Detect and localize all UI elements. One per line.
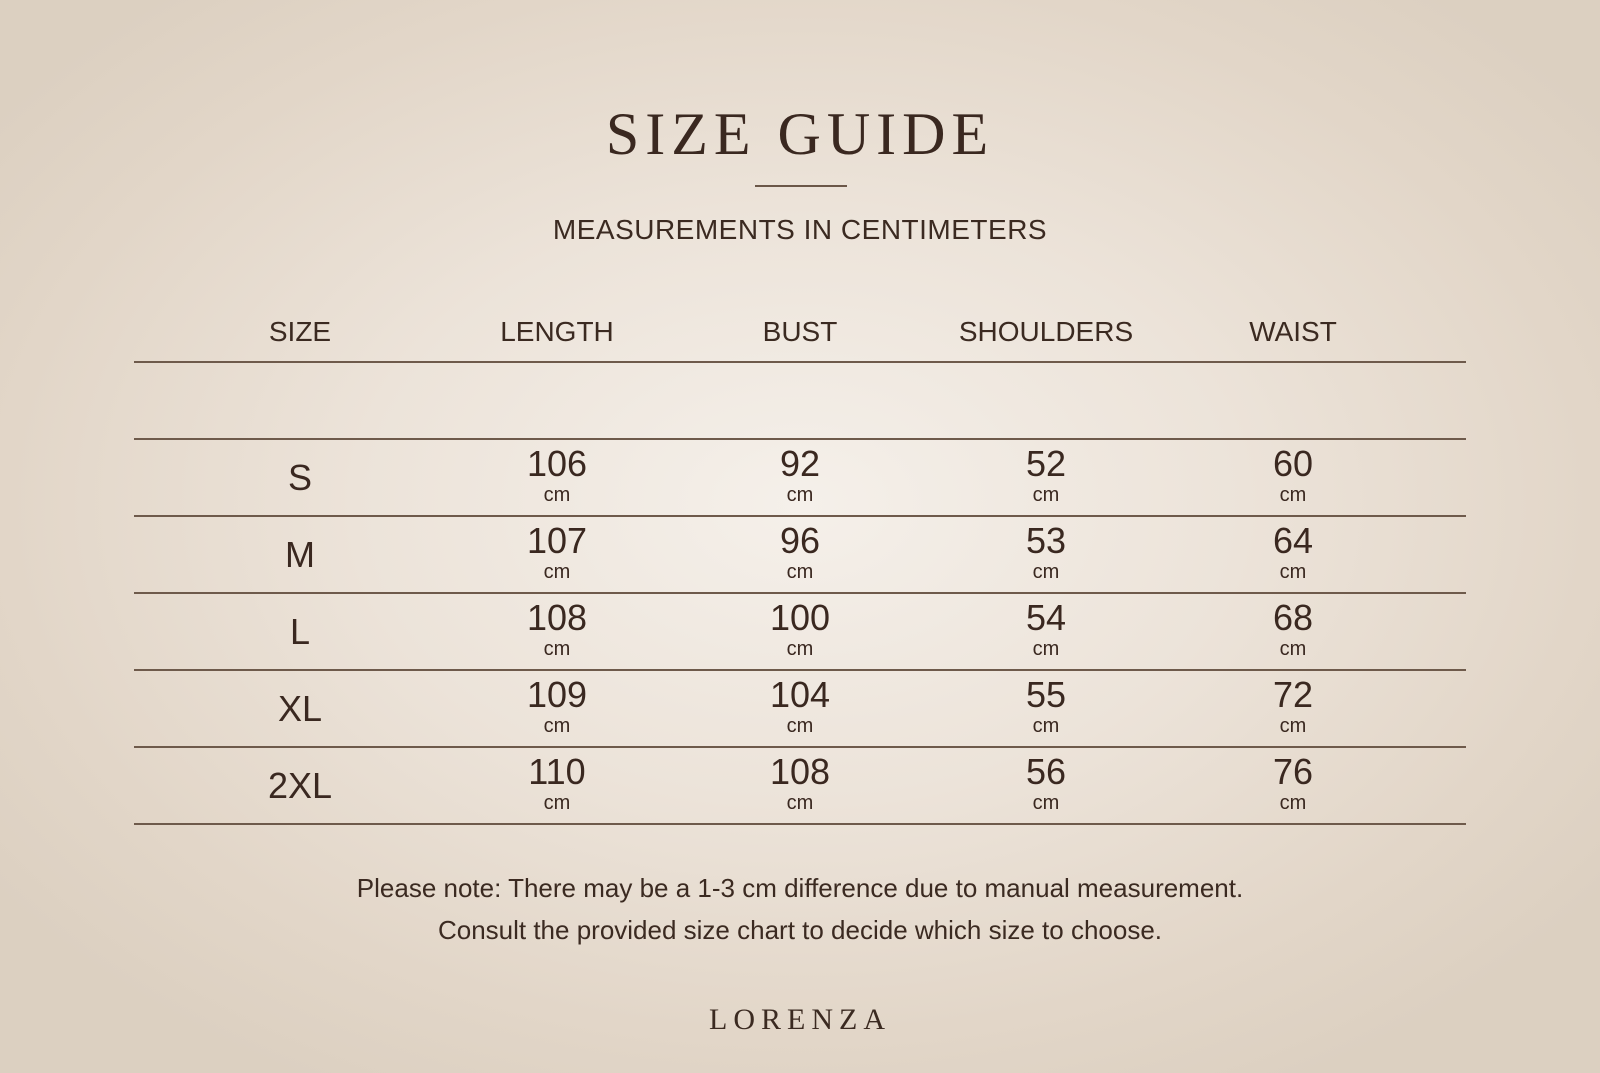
unit-label: cm [1279,715,1307,737]
note-line: Please note: There may be a 1-3 cm difference due to manual measurement. [356,873,1244,903]
length-value: 110 [528,751,586,792]
table-divider [134,823,1466,825]
shoulders-cell [916,440,1176,515]
size-cell: L [289,611,311,652]
length-cell [427,594,687,669]
table-row [0,748,1600,823]
shoulders-value: 52 [1025,443,1067,484]
length-value: 106 [526,443,588,484]
shoulders-value: 56 [1025,751,1067,792]
unit-label: cm [543,638,571,660]
bust-value: 108 [769,751,831,792]
length-cell [427,671,687,746]
table-row [0,440,1600,515]
unit-label: cm [786,792,814,814]
unit-label: cm [786,561,814,583]
bust-cell [670,517,930,592]
length-value: 109 [526,674,588,715]
column-header-shoulders: SHOULDERS [958,316,1134,347]
column-header-bust: BUST [762,316,838,347]
waist-cell [1163,671,1423,746]
unit-label: cm [543,792,571,814]
unit-label: cm [786,484,814,506]
waist-cell [1163,748,1423,823]
unit-label: cm [1032,715,1060,737]
waist-value: 60 [1272,443,1314,484]
bust-cell [670,440,930,515]
unit-label: cm [543,561,571,583]
table-row [0,517,1600,592]
unit-label: cm [1032,561,1060,583]
table-header-row [0,312,1600,352]
shoulders-value: 55 [1025,674,1067,715]
page-title: SIZE GUIDE [605,101,995,167]
unit-label: cm [1279,792,1307,814]
page-subtitle: MEASUREMENTS IN CENTIMETERS [552,214,1048,245]
column-header-waist: WAIST [1249,316,1337,347]
unit-label: cm [543,715,571,737]
brand-logo: LORENZA [709,1003,891,1036]
table-divider [134,361,1466,363]
shoulders-cell [916,748,1176,823]
table-row [0,594,1600,669]
shoulders-cell [916,671,1176,746]
column-header-length: LENGTH [500,316,614,347]
unit-label: cm [786,638,814,660]
waist-cell [1163,594,1423,669]
waist-value: 68 [1272,597,1314,638]
unit-label: cm [1279,484,1307,506]
waist-cell [1163,440,1423,515]
bust-cell [670,594,930,669]
shoulders-value: 53 [1025,520,1067,561]
length-cell [427,440,687,515]
size-cell: XL [277,688,323,729]
shoulders-value: 54 [1025,597,1067,638]
unit-label: cm [786,715,814,737]
size-cell: 2XL [267,765,333,806]
unit-label: cm [1279,561,1307,583]
bust-cell [670,671,930,746]
shoulders-cell [916,517,1176,592]
note-line: Consult the provided size chart to decide which size to choose. [437,915,1163,945]
size-cell: M [285,534,315,575]
bust-value: 104 [769,674,831,715]
unit-label: cm [1279,638,1307,660]
waist-value: 76 [1272,751,1314,792]
bust-value: 92 [779,443,821,484]
table-row [0,671,1600,746]
column-header-size: SIZE [268,316,332,347]
waist-value: 64 [1272,520,1314,561]
waist-cell [1163,517,1423,592]
length-cell [427,517,687,592]
size-cell: S [287,457,312,498]
bust-value: 100 [769,597,831,638]
unit-label: cm [1032,638,1060,660]
bust-value: 96 [779,520,821,561]
unit-label: cm [1032,792,1060,814]
title-divider [755,185,847,187]
unit-label: cm [543,484,571,506]
length-cell [427,748,687,823]
unit-label: cm [1032,484,1060,506]
length-value: 107 [526,520,588,561]
length-value: 108 [526,597,588,638]
bust-cell [670,748,930,823]
shoulders-cell [916,594,1176,669]
waist-value: 72 [1272,674,1314,715]
